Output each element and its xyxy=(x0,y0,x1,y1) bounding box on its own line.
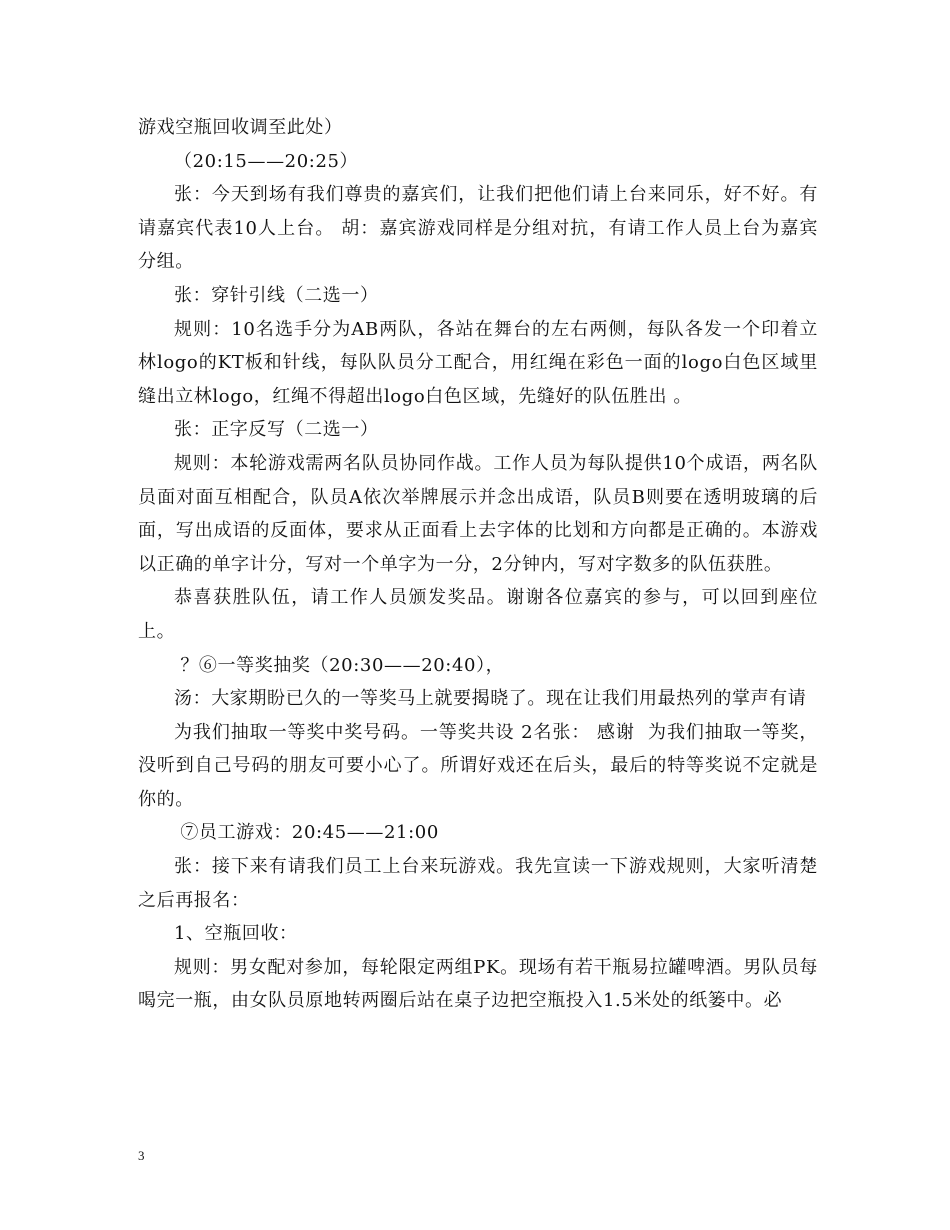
paragraph: 规则：10名选手分为AB两队，各站在舞台的左右两侧，每队各发一个印着立林logo的KT板和针线，每队队员分工配合，用红绳在彩色一面的logo白色区域里缝出立林logo，红绳不得超出logo白色区域，先缝好的队伍胜出 。 xyxy=(138,318,818,407)
paragraph: 汤：大家期盼已久的一等奖马上就要揭晓了。现在让我们用最热列的掌声有请 xyxy=(174,688,807,710)
paragraph: 为我们抽取一等奖中奖号码。一等奖共设 2名张： 感谢 为我们抽取一等奖，没听到自己号码的朋友可要小心了。所谓好戏还在后头，最后的特等奖说不定就是你的。 xyxy=(138,721,818,810)
paragraph: 张：今天到场有我们尊贵的嘉宾们，让我们把他们请上台来同乐，好不好。有请嘉宾代表10人上台。 胡：嘉宾游戏同样是分组对抗，有请工作人员上台为嘉宾分组。 xyxy=(138,184,818,273)
paragraph: 张：接下来有请我们员工上台来玩游戏。我先宣读一下游戏规则，大家听清楚之后再报名： xyxy=(138,856,818,911)
document-body xyxy=(138,111,818,1018)
paragraph: 1、空瓶回收： xyxy=(174,923,298,945)
paragraph: 恭喜获胜队伍，请工作人员颁发奖品。谢谢各位嘉宾的参与，可以回到座位上。 xyxy=(138,587,818,642)
paragraph: 张：穿针引线（二选一） xyxy=(174,284,379,306)
paragraph: 规则：男女配对参加，每轮限定两组PK。现场有若干瓶易拉罐啤酒。男队员每喝完一瓶，由女队员原地转两圈后站在桌子边把空瓶投入1.5米处的纸篓中。必 xyxy=(138,956,818,1012)
paragraph: ⑦员工游戏：20:45——21:00 xyxy=(174,822,439,844)
paragraph: 张：正字反写（二选一） xyxy=(174,419,379,441)
paragraph: 规则：本轮游戏需两名队员协同作战。工作人员为每队提供10个成语，两名队员面对面互相配合，队员A依次举牌展示并念出成语，队员B则要在透明玻璃的后面，写出成语的反面体，要求从正面看上去字体的比划和方向都是正确的。本游戏以正确的单字计分，写对一个单字为一分，2分钟内，写对字数多的队伍获胜。 xyxy=(138,452,818,575)
page-number: 3 xyxy=(138,1148,145,1163)
paragraph: （20:15——20:25） xyxy=(174,150,359,172)
paragraph: 游戏空瓶回收调至此处） xyxy=(138,117,343,138)
paragraph: ？⑥一等奖抽奖（20:30——20:40）， xyxy=(174,654,505,676)
